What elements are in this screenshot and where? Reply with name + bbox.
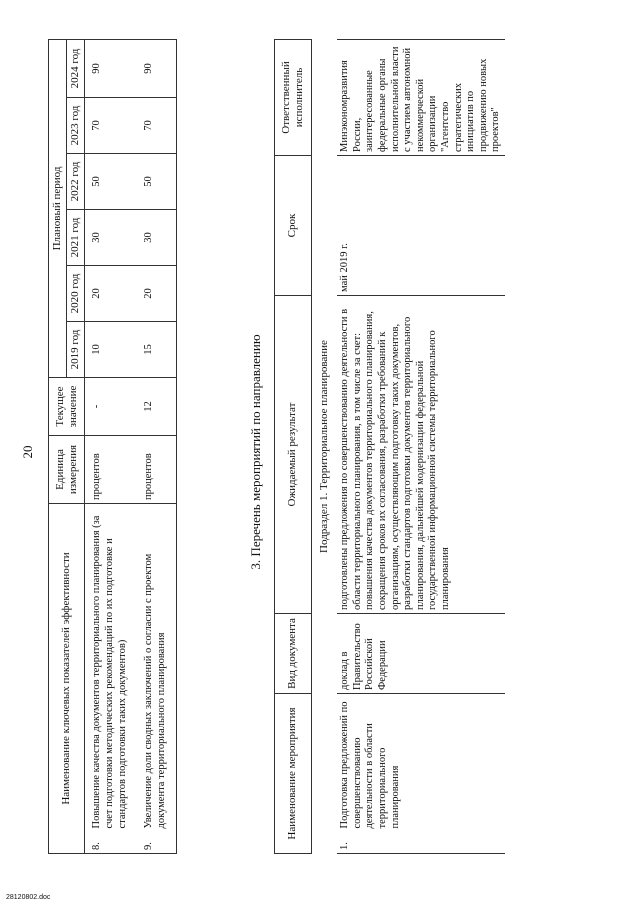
expected-result: подготовлены предложения по совершенствованию деятельности в области территориального планирования, в том числе за счет: повышения качества документов территориального планирования, сокращения сроков их согласования, разработки требований к организациям, осуществляющим подготовку таких документов, разработки стандартов подготовки документов территориального планирования, дальнейшей модернизации федеральной государственной информационной системы территориального планирования: [337, 296, 505, 614]
kpi-value: 70: [85, 98, 137, 154]
kpi-table: [48, 39, 177, 854]
header-doc-type: Вид документа: [275, 614, 312, 694]
header-plan-period: Плановый период: [49, 39, 67, 377]
header-year: 2022 год: [67, 154, 85, 210]
header-current: Текущее значение: [49, 378, 85, 436]
header-year: 2023 год: [67, 98, 85, 154]
doc-type: доклад в Правительство Российской Федерации: [337, 614, 505, 694]
kpi-value: 20: [85, 266, 137, 322]
section-title: 3. Перечень мероприятий по направлению: [248, 334, 263, 570]
kpi-value: 10: [85, 322, 137, 378]
header-term: Срок: [275, 156, 312, 296]
header-year: 2024 год: [67, 39, 85, 97]
doc-id: 28120802.doc: [6, 894, 51, 901]
header-year: 2019 год: [67, 322, 85, 378]
kpi-value: 30: [85, 210, 137, 266]
header-event: Наименование мероприятия: [275, 694, 312, 854]
responsible: Минэкономразвития России, заинтересованные федеральные органы исполнительной власти с участием автономной некоммерческой организации "Агентство стратегических инициатив по продвижению новых проектов": [337, 40, 505, 156]
header-kpi-name: Наименование ключевых показателей эффективности: [49, 504, 85, 854]
kpi-value: 70: [137, 98, 177, 154]
kpi-unit: процентов: [137, 436, 177, 504]
event-name: Подготовка предложений по совершенствованию деятельности в области территориального планирования: [337, 694, 505, 832]
row-number: 9.: [137, 832, 177, 854]
kpi-value: 90: [85, 39, 137, 97]
kpi-value: 20: [137, 266, 177, 322]
kpi-value: 15: [137, 322, 177, 378]
kpi-value: 30: [137, 210, 177, 266]
actions-table: [274, 39, 505, 854]
page-number: 20: [20, 445, 35, 459]
subsection-title: Подраздел 1. Территориальное планирование: [318, 340, 330, 553]
term: май 2019 г.: [337, 156, 505, 296]
table-row: [137, 39, 177, 853]
kpi-name: Повышение качества документов территориального планирования (за счет подготовки методических рекомендаций по их подготовке и стандартов подготовки таких документов): [85, 504, 137, 832]
kpi-value: 90: [137, 39, 177, 97]
row-number: 8.: [85, 832, 137, 854]
kpi-current: 12: [137, 378, 177, 436]
rotated-page: [20, 22, 620, 882]
kpi-unit: процентов: [85, 436, 137, 504]
table-row: [337, 40, 505, 854]
header-result: Ожидаемый результат: [275, 296, 312, 614]
header-year: 2020 год: [67, 266, 85, 322]
header-responsible: Ответственный исполнитель: [275, 40, 312, 156]
kpi-value: 50: [137, 154, 177, 210]
kpi-current: -: [85, 378, 137, 436]
table-row: [85, 39, 137, 853]
header-unit: Единица измерения: [49, 436, 85, 504]
kpi-value: 50: [85, 154, 137, 210]
row-number: 1.: [337, 832, 505, 854]
kpi-name: Увеличение доли сводных заключений о согласии с проектом документа территориального планирования: [137, 504, 177, 832]
header-year: 2021 год: [67, 210, 85, 266]
